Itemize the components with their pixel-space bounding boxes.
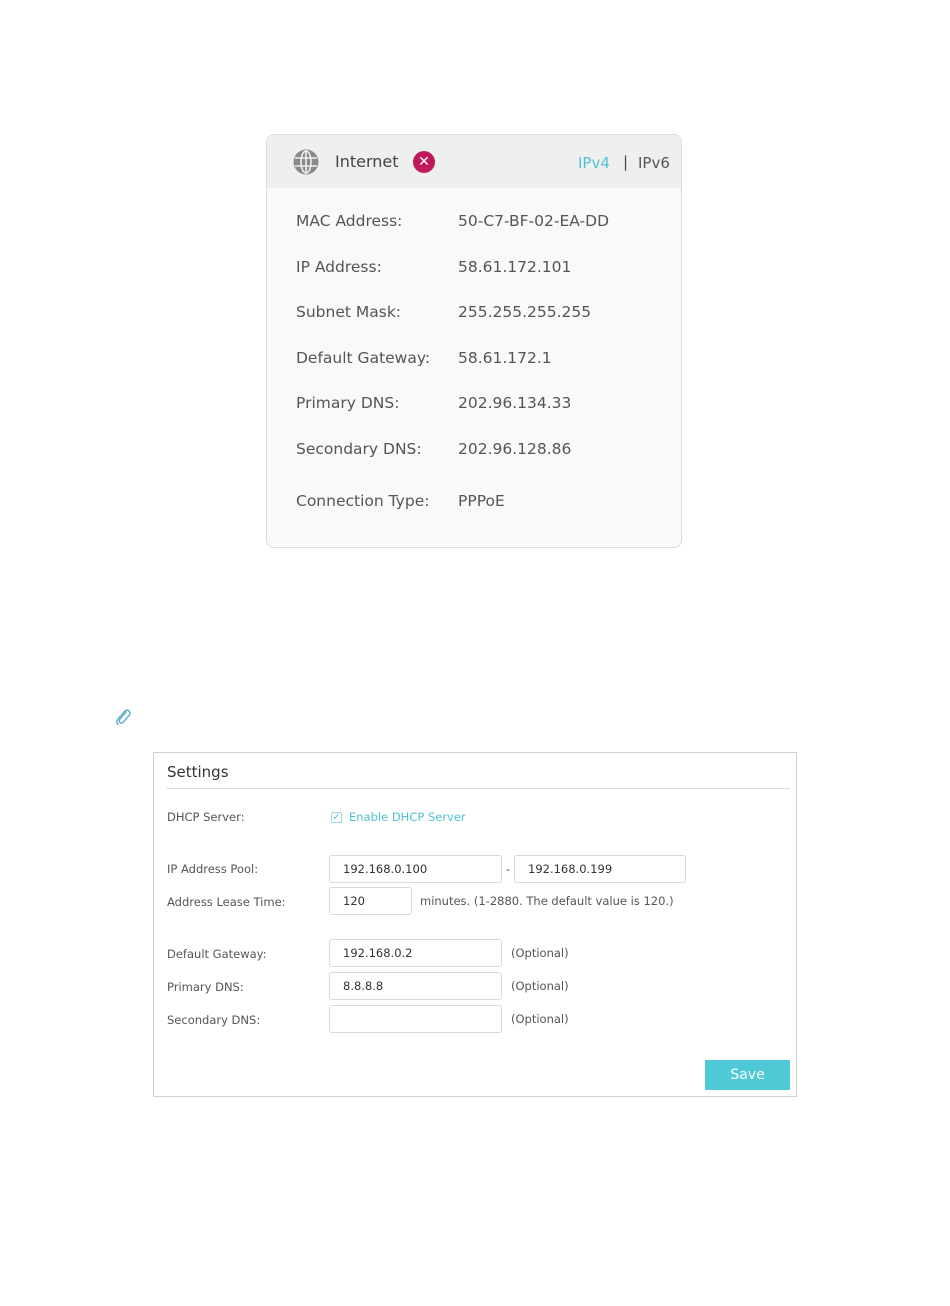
lease-time-label: Address Lease Time: xyxy=(167,895,286,909)
settings-title: Settings xyxy=(167,763,229,781)
secondary-dns-input[interactable] xyxy=(329,1005,502,1033)
gateway-input[interactable] xyxy=(329,939,502,967)
info-label: Secondary DNS: xyxy=(296,440,422,458)
info-value: 58.61.172.1 xyxy=(458,349,552,367)
optional-hint: (Optional) xyxy=(511,979,569,993)
enable-dhcp-checkbox[interactable]: ✓ xyxy=(332,812,341,823)
primary-dns-label: Primary DNS: xyxy=(167,980,244,994)
gateway-label: Default Gateway: xyxy=(167,947,267,961)
info-value: 58.61.172.101 xyxy=(458,258,572,276)
tab-ipv4[interactable]: IPv4 xyxy=(578,154,610,172)
dhcp-settings-panel xyxy=(153,752,797,1097)
internet-status-card xyxy=(266,134,682,548)
tab-ipv6[interactable]: IPv6 xyxy=(638,154,670,172)
info-value: 202.96.134.33 xyxy=(458,394,572,412)
save-button[interactable]: Save xyxy=(705,1060,790,1090)
divider xyxy=(166,788,790,789)
ip-pool-label: IP Address Pool: xyxy=(167,862,259,876)
secondary-dns-label: Secondary DNS: xyxy=(167,1013,261,1027)
lease-time-input[interactable] xyxy=(329,887,412,915)
internet-title: Internet xyxy=(335,152,399,171)
internet-card-header xyxy=(267,135,681,188)
ip-pool-dash: - xyxy=(506,862,511,876)
globe-icon xyxy=(293,149,319,175)
info-label: Primary DNS: xyxy=(296,394,400,412)
tab-separator: | xyxy=(623,153,629,171)
enable-dhcp-label[interactable]: Enable DHCP Server xyxy=(349,810,466,824)
info-label: Connection Type: xyxy=(296,492,430,510)
info-label: MAC Address: xyxy=(296,212,403,230)
x-circle-icon: ✕ xyxy=(413,151,435,173)
info-value: PPPoE xyxy=(458,492,505,510)
info-label: Default Gateway: xyxy=(296,349,431,367)
info-label: Subnet Mask: xyxy=(296,303,402,321)
ip-pool-end-input[interactable] xyxy=(514,855,686,883)
primary-dns-input[interactable] xyxy=(329,972,502,1000)
lease-time-hint: minutes. (1-2880. The default value is 120.) xyxy=(420,894,674,908)
info-value: 50-C7-BF-02-EA-DD xyxy=(458,212,610,230)
optional-hint: (Optional) xyxy=(511,1012,569,1026)
ip-pool-start-input[interactable] xyxy=(329,855,502,883)
info-value: 255.255.255.255 xyxy=(458,303,592,321)
info-value: 202.96.128.86 xyxy=(458,440,572,458)
optional-hint: (Optional) xyxy=(511,946,569,960)
info-label: IP Address: xyxy=(296,258,382,276)
paperclip-icon xyxy=(115,708,131,726)
dhcp-server-label: DHCP Server: xyxy=(167,810,245,824)
